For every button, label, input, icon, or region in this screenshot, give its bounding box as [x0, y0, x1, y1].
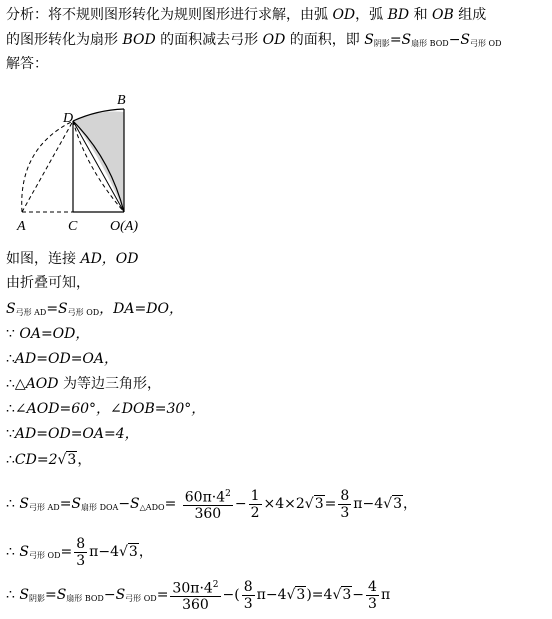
- fraction: $\frac{8}{3}$: [76, 535, 86, 569]
- sol-line-12: ∴ $S_{阴影}=S_{扇形 BOD}-S_{弓形 OD}=$ $\frac{30\pi\cdot 4^2}{360}$ −( $\frac{8}{3}$ π−4√3)=4√3− $\frac{4}{3}$ π: [6, 578, 391, 614]
- sol-line-11: ∴ $S_{弓形 OD}=$ $\frac{8}{3}$ π−4√3，: [6, 535, 153, 569]
- fraction: $\frac{8}{3}$: [243, 578, 253, 612]
- sol-line-7: ∴∠AOD=60°，∠DOB=30°，: [6, 401, 206, 417]
- sol-line-5: ∴AD=OD=OA，: [6, 351, 119, 367]
- analysis-line-3: 解答：: [6, 56, 48, 72]
- dashed-ad: [22, 121, 73, 212]
- fraction: $\frac{4}{3}$: [368, 578, 377, 612]
- analysis-line-2: 的图形转化为扇形 BOD 的面积减去弓形 OD 的面积，即 $S_{阴影}=S_{扇形 BOD}-S_{弓形 OD}$: [6, 32, 502, 48]
- sol-line-9: ∴CD=2√3，: [6, 452, 92, 468]
- geometry-figure: [0, 88, 160, 238]
- sol-line-10: ∴ $S_{弓形 AD}=S_{扇形 DOA}-S_{\triangle ADO}=$ $\frac{60\pi\cdot 4^2}{360}$ − $\frac{1}{2}$ ×4×2√3= $\frac{8}{3}$ π−4√3，: [6, 487, 417, 523]
- label-oa: O(A): [110, 219, 138, 234]
- sol-line-3: $S_{弓形 AD}=S_{弓形 OD}$，DA=DO，: [6, 301, 183, 317]
- label-b: B: [117, 93, 126, 108]
- sol-line-1: 如图，连接 AD，OD: [6, 251, 139, 267]
- sol-line-6: ∴△AOD 为等边三角形，: [6, 376, 161, 392]
- sol-line-4: ∵ OA=OD，: [6, 326, 90, 342]
- fraction: $\frac{30\pi\cdot 4^2}{360}$: [170, 577, 220, 614]
- fraction: $\frac{60\pi\cdot 4^2}{360}$: [183, 486, 233, 523]
- shaded-region-fill: [73, 112, 124, 212]
- label-c: C: [68, 219, 78, 234]
- fraction: $\frac{1}{2}$: [250, 487, 260, 521]
- sol-line-2: 由折叠可知，: [6, 275, 90, 291]
- label-a: A: [17, 219, 26, 234]
- analysis-line-1: 分析：将不规则图形转化为规则图形进行求解，由弧 OD，弧 BD 和 OB 组成: [6, 7, 487, 23]
- label-d: D: [63, 111, 74, 126]
- sol-line-8: ∵AD=OD=OA=4，: [6, 426, 139, 442]
- fraction: $\frac{8}{3}$: [340, 487, 350, 521]
